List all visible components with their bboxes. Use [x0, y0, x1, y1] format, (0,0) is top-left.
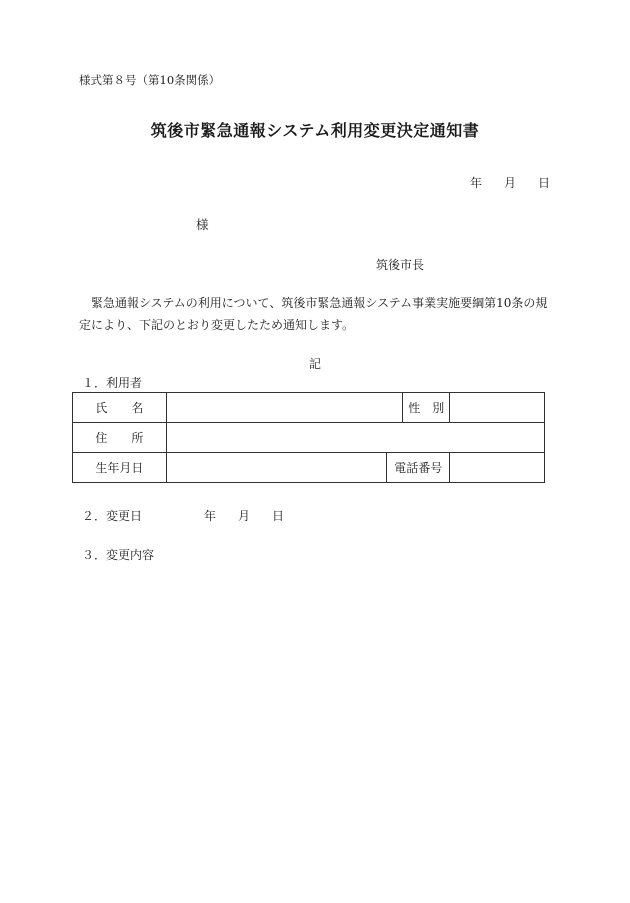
date-day-label: 日 [537, 176, 550, 190]
birthdate-label: 生年月日 [73, 453, 167, 483]
sex-value-field[interactable] [450, 393, 545, 423]
section-2-change-date [82, 507, 284, 524]
phone-value-field[interactable] [450, 453, 545, 483]
name-label: 氏 名 [73, 393, 167, 423]
document-title: 筑後市緊急通報システム利用変更決定通知書 [150, 121, 480, 140]
phone-label: 電話番号 [387, 453, 450, 483]
name-value-field[interactable] [166, 393, 402, 423]
table-row [73, 453, 545, 483]
change-date-month-label: 月 [238, 509, 251, 523]
notice-body-text: 緊急通報システムの利用について、筑後市緊急通報システム事業実施要綱第10条の規定により、下記のとおり変更したため通知します。 [79, 296, 548, 332]
section-2-heading: ２．変更日 [82, 509, 143, 523]
table-row [73, 423, 545, 453]
section-1-heading: １．利用者 [82, 376, 143, 390]
ki-heading: 記 [308, 357, 321, 371]
issuer-name: 筑後市長 [376, 258, 425, 272]
table-row [73, 393, 545, 423]
date-month-label: 月 [503, 176, 516, 190]
addressee-honorific: 様 [196, 217, 209, 232]
birthdate-value-field[interactable] [166, 453, 386, 483]
date-year-label: 年 [469, 176, 482, 190]
sex-label: 性 別 [403, 393, 450, 423]
change-date-year-label: 年 [204, 509, 217, 523]
issue-date [470, 174, 550, 191]
address-value-field[interactable] [166, 423, 544, 453]
user-info-table [72, 392, 545, 483]
address-label: 住 所 [73, 423, 167, 453]
form-number: 様式第８号（第10条関係） [79, 73, 221, 87]
section-3-heading: ３．変更内容 [82, 548, 155, 562]
change-date-day-label: 日 [272, 509, 285, 523]
